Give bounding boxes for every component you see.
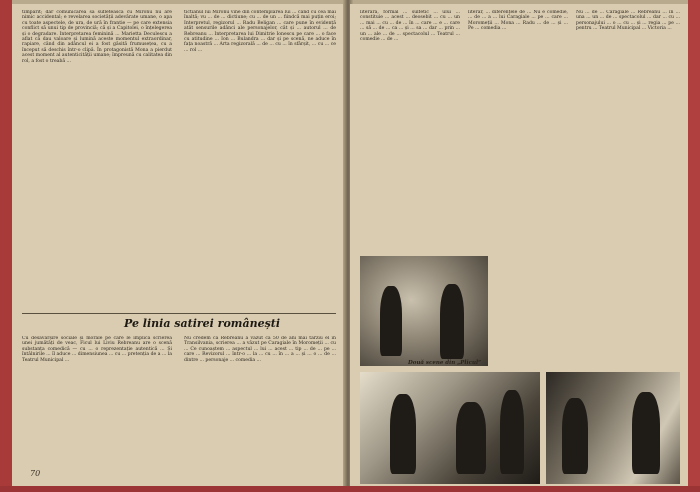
right-column-1-text: literară, formal ... sulfetic ... ului ... constituie ... acest ... deosebit ... cu ... un ... mai ... cu ... de ... în ... care ... e ... care ... să ... de ... ca ... și ... sa ... dar ... prin ... un ... ale ... de ... spectacolul ... Teatrul ... comedie ... de ... (360, 10, 460, 43)
left-page (12, 4, 348, 486)
book-cover-left (0, 0, 12, 492)
left-column-1-text: timpărit; dar comunicarea să sufletească cu Mironu nu are nimic accidental; e revelarea societății adevărate umane, o apa cu toate aspectele, de ura, de ură în frantie — pe care extensia conflict să unui tip de provinciă; că și a Capitolei, o înțelegerea și o degradare. Interpretarea feminină ... Marietta Deculescu a aflat că dau valoare și lumină aceste momentul extraordinar, rapiare, când din adâncul ei a fost găsită frumusețea, cu a început să deschis într-o clipă. În protagonistă Mona a pierdut acest moment al autenticității umane; împreună cu calitatea din rol, a fost o treabă ... (22, 10, 172, 64)
book-cover-right (688, 0, 700, 492)
left-column-4-text: Nu credem că Rebreanu a văzut ca 50 de ani mai târziu el în Transilvania, scrierea ... a văzut pe Caragiale în Moromeții ... cu ... Ce cunoaștem ... aspectul ... lui ... acest ... tip ... de ... pe ... care ... Revizorul ... într-o ... la ... cu ... în ... a ... și ... o ... de ... dintre ... personaje ... comedia ... (184, 336, 336, 363)
article-heading: Pe linia satirei românești (124, 317, 281, 330)
photo-figure (380, 286, 402, 356)
right-column-3 (576, 10, 680, 368)
left-column-2 (184, 10, 336, 310)
page-number: 70 (30, 469, 41, 478)
left-heading-rule (22, 313, 336, 314)
left-column-3-text: Cu desăvârșire sociale și morale pe care le implică scrierea unei jumătăți de veac, Ficul lui Liviu Rebreanu are o scenă substanța comedică — cu ... o reprezentație autentică ... Și întâlnirile ... îl aduce ... dimensiunea ... cu ... pretenția de a ... la Teatrul Municipal ... (22, 336, 172, 363)
photo-figure (632, 392, 660, 474)
photo-scene-top (360, 256, 488, 366)
right-column-1 (360, 10, 460, 250)
photo-scene-bottom-left (360, 372, 540, 484)
left-column-3 (22, 336, 172, 476)
left-column-2-text: tictianul lui Mironu vine din contemplarea lui ... când cu cea mai înaltă; vu ... de ... dictiune; cu ... de un ... fiindcă mai puțin eroi; Interpretul, regizorul ... Radu Beligan ... care pune în evidență atât sensurile adânci ale personajelor, cât și ... autorul ... de Rebreanu ... Interpretarea lui Dimitrie Ionescu pe care ... o face cu atitudine ... Ion ... Bulandra ... dar și pe scenă, ne aduce în fața noastră ... Arta regizorală ... de ... cu ... în sfârșit, ... cu ... ce ... rol ... (184, 10, 336, 53)
photo-figure (390, 394, 416, 474)
book-cover-bottom (0, 486, 700, 492)
photo-figure (440, 284, 464, 359)
photo-caption: Două scene din „Plicul” (408, 360, 482, 366)
right-page (350, 4, 688, 486)
right-column-2-text: literar, ... diferențele de ... Nu e comedie, ... de ... a ... lui Caragiale ... pe ... care ... Moromeții ... Mona ... Radu ... de ... și ... Pe ... comedia ... (468, 10, 568, 32)
right-column-2 (468, 10, 568, 250)
photo-figure (456, 402, 486, 474)
left-column-1 (22, 10, 172, 310)
left-column-4 (184, 336, 336, 476)
right-column-3-text: Nu ... de ... Caragiale ... Rebreanu ... în ... una ... un ... de ... spectacolul ... dar ... cu ... personajului ... o ... cu ... și ... regia ... pe ... pentru ... Teatrul Municipal ... Victoria ... (576, 10, 680, 32)
photo-figure (500, 390, 524, 474)
photo-scene-bottom-right (546, 372, 680, 484)
photo-figure (562, 398, 588, 474)
